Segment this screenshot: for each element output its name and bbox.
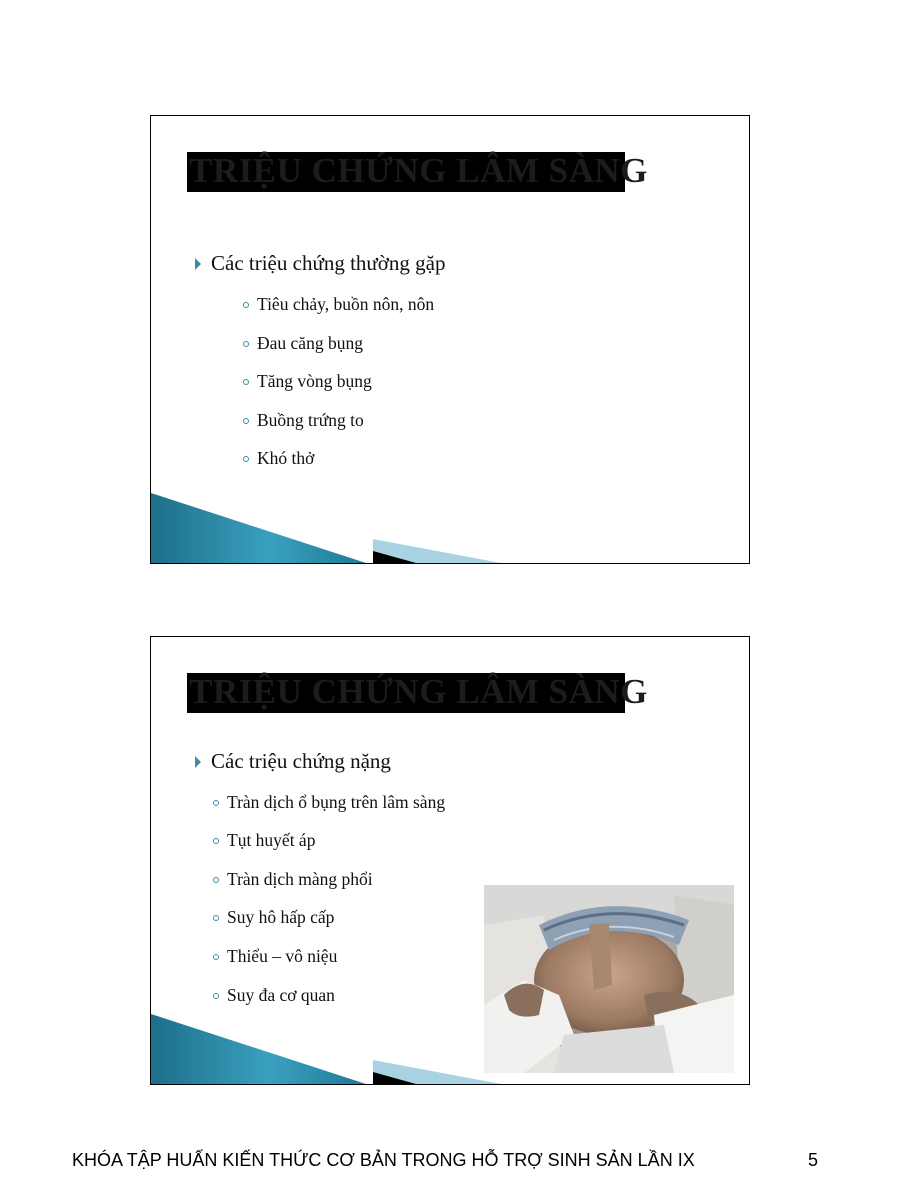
circle-bullet-icon — [243, 379, 249, 385]
circle-bullet-icon — [213, 915, 219, 921]
main-bullet-text: Các triệu chứng thường gặp — [211, 251, 446, 275]
footer-text: KHÓA TẬP HUẤN KIẾN THỨC CƠ BẢN TRONG HỖ TRỢ SINH SẢN LẦN IX — [72, 1150, 695, 1170]
circle-bullet-icon — [243, 456, 249, 462]
patient-examination-photo — [484, 885, 734, 1073]
triangle-bullet-icon — [195, 756, 201, 768]
page-number: 5 — [808, 1150, 819, 1170]
circle-bullet-icon — [243, 341, 249, 347]
circle-bullet-icon — [213, 838, 219, 844]
circle-bullet-icon — [243, 302, 249, 308]
circle-bullet-icon — [213, 993, 219, 999]
slide-1: TRIỆU CHỨNG LÂM SÀNG Các triệu chứng thường gặp Tiêu chảy, buồn nôn, nôn Đau căng bụng Tăng vòng bụng Buồng trứng to Khó thở — [150, 115, 750, 564]
circle-bullet-icon — [213, 800, 219, 806]
main-bullet-text: Các triệu chứng nặng — [211, 749, 391, 773]
circle-bullet-icon — [213, 954, 219, 960]
slide-2: TRIỆU CHỨNG LÂM SÀNG Các triệu chứng nặng Tràn dịch ổ bụng trên lâm sàng Tụt huyết áp Tràn dịch màng phổi Suy hô hấp cấp Thiểu – vô niệu Suy đa cơ quan — [150, 636, 750, 1085]
triangle-bullet-icon — [195, 258, 201, 270]
circle-bullet-icon — [243, 418, 249, 424]
page-footer — [72, 1150, 832, 1171]
slide-title: TRIỆU CHỨNG LÂM SÀNG — [189, 151, 648, 190]
slide-title: TRIỆU CHỨNG LÂM SÀNG — [189, 672, 648, 711]
circle-bullet-icon — [213, 877, 219, 883]
slide-decoration — [151, 491, 749, 563]
